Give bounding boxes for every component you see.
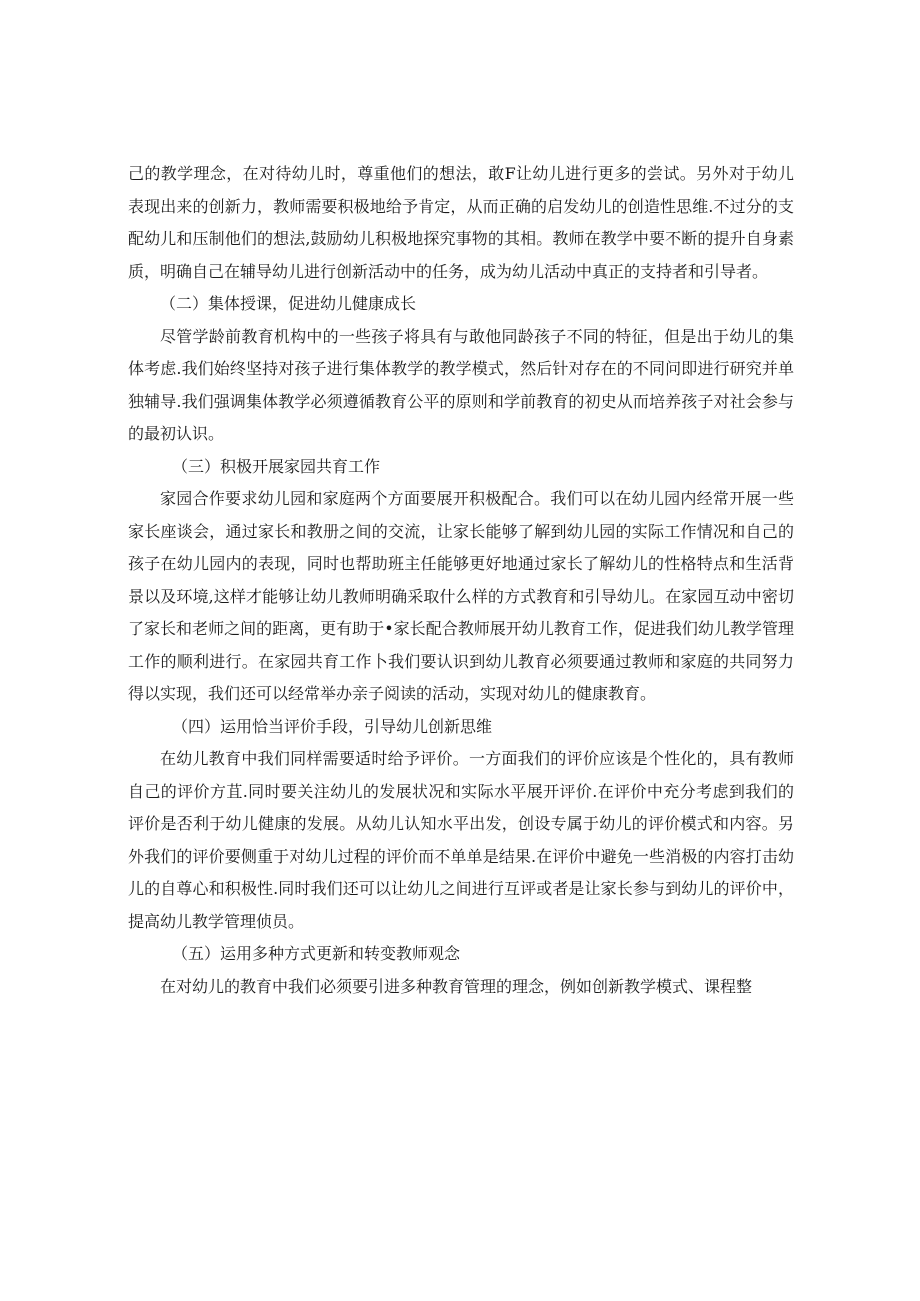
section-heading-4: （四）运用恰当评价手段，引导幼儿创新思维 <box>172 716 493 736</box>
section-heading-3: （三）积极开展家园共育工作 <box>172 456 381 476</box>
paragraph-continued: 己的教学理念，在对待幼儿时，尊重他们的想法，敢F让幼儿进行更多的尝试。另外对于幼儿表现出来的创新力，教师需要积极地给予肯定，从而正确的启发幼儿的创造性思维.不过分的支配幼儿和压制他们的想法,鼓励幼儿积极地探究事物的其相。教师在教学中要不断的提升自身素质，明确自己在辅导幼儿进行创新活动中的任务，成为幼儿活动中真正的支持者和引导者。 <box>128 164 794 281</box>
paragraph-section-5: 在对幼儿的教育中我们必须要引进多种教育管理的理念，例如创新教学模式、课程整 <box>160 976 753 996</box>
document-body <box>128 158 794 1003</box>
paragraph-section-2: 尽管学龄前教育机构中的一些孩子将具有与敢他同龄孩子不同的特征，但是出于幼儿的集体考虑.我们始终坚持对孩子进行集体教学的教学模式，然后针对存在的不同问即进行研究并单独辅导.我们强调集体教学必须遵循教育公平的原则和学前教育的初史从而培养孩子对社会参与的最初认识。 <box>128 326 794 443</box>
section-heading-2: （二）集体授课，促进幼儿健康成长 <box>160 294 417 313</box>
section-heading-5: （五）运用多种方式更新和转变教师观念 <box>172 944 461 963</box>
paragraph-section-3: 家园合作要求幼儿园和家庭两个方面要展开积极配合。我们可以在幼儿园内经常开展一些家长座谈会，通过家长和教册之间的交流，让家长能够了解到幼儿园的实际工作情况和自己的孩子在幼儿园内的表现，同时也帮助班主任能够更好地通过家长了解幼儿的性格特点和生活背景以及环境,这样才能够让幼儿教师明确采取什么样的方式教育和引导幼儿。在家园互动中密切了家长和老师之间的距离，更有助于•家长配合教师展开幼儿教育工作，促进我们幼儿教学管理工作的顺利进行。在家园共育工作卜我们要认识到幼儿教育必须要通过教师和家庭的共同努力得以实现，我们还可以经常举办亲子阅读的活动，实现对幼儿的健康教育。 <box>128 489 794 703</box>
paragraph-section-4: 在幼儿教育中我们同样需要适时给予评价。一方面我们的评价应该是个性化的，具有教师自己的评价方苴.同时要关注幼儿的发展状况和实际水平展开评价.在评价中充分考虑到我们的评价是否利于幼儿健康的发展。从幼儿认知水平出发，创设专属于幼儿的评价模式和内容。另外我们的评价要侧重于对幼儿过程的评价而不单单是结果.在评价中避免一些消极的内容打击幼儿的自尊心和积极性.同时我们还可以让幼儿之间进行互评或者是让家长参与到幼儿的评价中，提高幼儿教学管理侦员。 <box>128 749 794 931</box>
